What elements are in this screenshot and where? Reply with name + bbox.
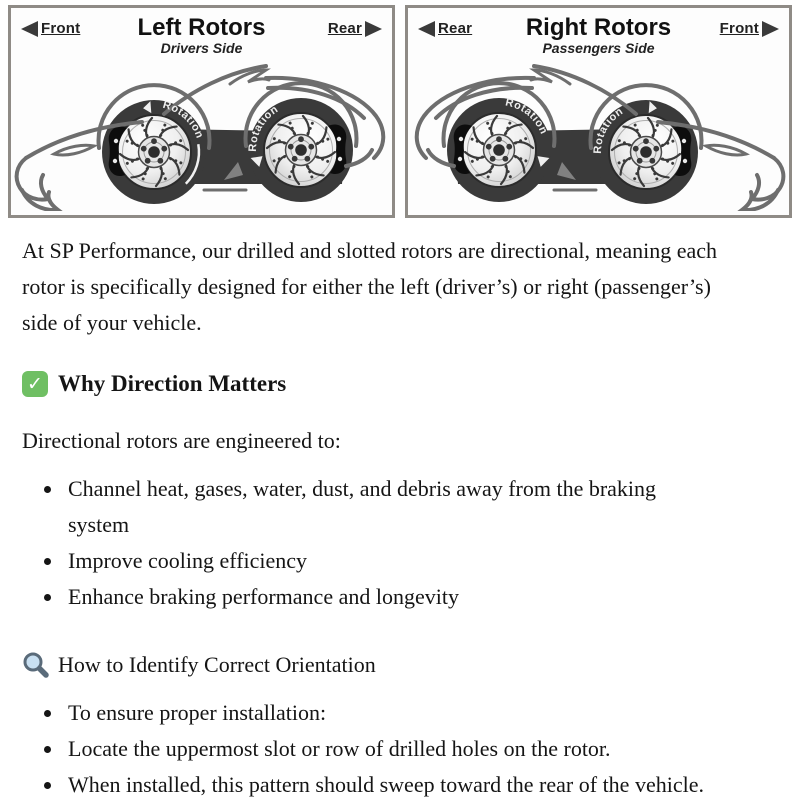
rotor-direction-diagram <box>0 0 800 218</box>
list-item: • Channel heat, gases, water, dust, and debris away from the braking system <box>64 471 704 543</box>
lead-paragraph: Directional rotors are engineered to: <box>22 428 341 453</box>
direction-text: Rear <box>327 20 362 37</box>
front-direction-label <box>720 20 779 37</box>
left-car-illustration <box>11 60 392 211</box>
rear-direction-label <box>328 20 382 37</box>
right-panel-header <box>408 8 789 60</box>
list-item: • Enhance braking performance and longevity <box>64 579 776 615</box>
heading-text: How to Identify Correct Orientation <box>58 652 376 677</box>
direction-benefits-list <box>22 471 778 615</box>
section-heading-orientation <box>22 647 778 683</box>
right-rotors-panel <box>405 5 792 218</box>
front-direction-label <box>21 20 80 37</box>
panel-subtitle: Passengers Side <box>542 40 655 57</box>
check-mark-icon: ✓ <box>22 371 48 397</box>
panel-title: Right Rotors <box>525 14 672 41</box>
right-car-illustration <box>408 60 789 211</box>
rotation-label: Rotation <box>504 96 550 137</box>
list-item: • When installed, this pattern should sweep toward the rear of the vehicle. <box>64 767 776 803</box>
list-item: • Improve cooling efficiency <box>64 543 776 579</box>
section-heading-direction <box>22 366 778 402</box>
arrow-right-icon <box>365 21 382 37</box>
heading-text: Why Direction Matters <box>58 371 287 396</box>
list-item: • To ensure proper installation: <box>64 695 776 731</box>
magnifying-glass-icon <box>22 651 50 679</box>
direction-text: Front <box>41 20 81 37</box>
arrow-right-icon <box>762 21 779 37</box>
arrow-left-icon <box>21 21 38 37</box>
article-body <box>0 233 800 803</box>
left-rotors-panel <box>8 5 395 218</box>
rotation-label: Rotation <box>591 105 626 155</box>
rear-direction-label <box>418 20 472 37</box>
intro-paragraph: At SP Performance, our drilled and slotted rotors are directional, meaning each rotor is specifically designed for either the left (driver’s) or right (passenger’s) side of your vehicle. <box>22 238 718 335</box>
arrow-left-icon <box>418 21 435 37</box>
panel-subtitle: Drivers Side <box>160 40 243 57</box>
direction-text: Front <box>719 20 759 37</box>
rotation-label: Rotation <box>161 98 206 141</box>
panel-title: Left Rotors <box>137 14 266 41</box>
rotation-label: Rotation <box>246 103 281 153</box>
orientation-steps-list <box>22 695 778 803</box>
direction-text: Rear <box>438 20 473 37</box>
list-item: • Locate the uppermost slot or row of drilled holes on the rotor. <box>64 731 776 767</box>
left-panel-header <box>11 8 392 60</box>
